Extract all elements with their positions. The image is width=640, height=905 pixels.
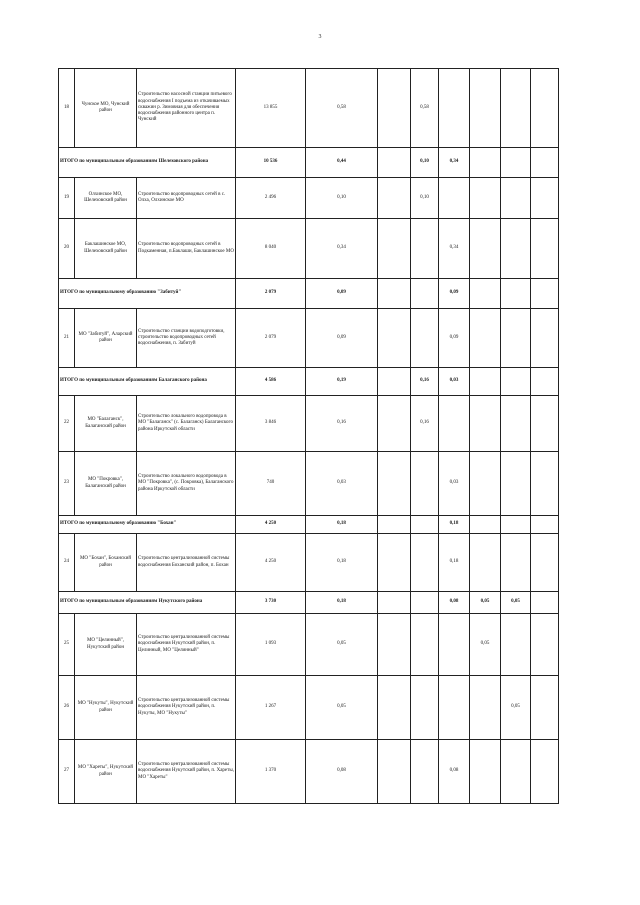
value-cell [378,219,411,279]
value-cell: 0,10 [411,178,439,219]
value-cell [470,534,501,592]
value-cell [531,614,559,676]
value-cell [531,368,559,396]
value-cell [411,219,439,279]
value-cell: 0,03 [439,368,470,396]
funding-table [58,68,559,804]
cost-cell: 4 250 [236,516,306,534]
value-cell [501,178,531,219]
value-cell: 0,09 [439,279,470,309]
page-number: 3 [318,34,322,40]
value-cell [531,740,559,804]
value-cell [531,69,559,148]
value-cell [531,178,559,219]
project-description: Строительство централизованной системы водоснабжения Нукутский район, п. Целинный, МО "Целинный" [137,614,236,676]
value-cell: 0,05 [501,592,531,614]
value-cell [378,396,411,452]
value-cell [439,396,470,452]
total-label: ИТОГО по муниципальным образованиям Шелеховского района [59,148,236,178]
value-cell [470,148,501,178]
total-label: ИТОГО по муниципальному образованию "Забитуй" [59,279,236,309]
table-row [59,396,559,452]
value-cell [470,368,501,396]
value-cell [411,614,439,676]
value-cell: 0,16 [411,396,439,452]
value-cell [531,396,559,452]
row-number: 19 [59,178,75,219]
cost-cell: 740 [236,452,306,516]
value-cell: 0,05 [306,676,378,740]
value-cell [439,69,470,148]
municipality-cell: МО "Нукуты", Нукутский район [75,676,137,740]
value-cell [531,676,559,740]
value-cell: 0,44 [306,148,378,178]
value-cell [501,452,531,516]
cost-cell: 1 370 [236,740,306,804]
value-cell: 0,16 [411,368,439,396]
municipality-cell: Олхинское МО, Шелеховский район [75,178,137,219]
table-row [59,69,559,148]
value-cell [531,309,559,368]
value-cell [411,309,439,368]
value-cell [378,676,411,740]
table-body [59,69,559,804]
value-cell: 0,08 [439,592,470,614]
value-cell [411,452,439,516]
table-row [59,219,559,279]
value-cell [531,219,559,279]
value-cell [470,178,501,219]
value-cell [531,534,559,592]
value-cell [470,219,501,279]
value-cell: 0,10 [306,178,378,219]
table-row [59,178,559,219]
value-cell [378,148,411,178]
value-cell: 0,03 [439,452,470,516]
value-cell [470,309,501,368]
value-cell: 0,09 [306,309,378,368]
value-cell: 0,58 [411,69,439,148]
total-row [59,148,559,178]
value-cell [470,740,501,804]
cost-cell: 4 250 [236,534,306,592]
value-cell [501,148,531,178]
value-cell: 0,10 [411,148,439,178]
value-cell [501,396,531,452]
value-cell [531,452,559,516]
cost-cell: 2 079 [236,279,306,309]
value-cell: 0,08 [306,740,378,804]
cost-cell: 2 079 [236,309,306,368]
value-cell [439,676,470,740]
value-cell [411,592,439,614]
value-cell [501,69,531,148]
cost-cell: 4 586 [236,368,306,396]
total-row [59,368,559,396]
value-cell: 0,05 [470,592,501,614]
cost-cell: 10 536 [236,148,306,178]
value-cell [411,516,439,534]
value-cell [470,279,501,309]
value-cell [501,219,531,279]
row-number: 23 [59,452,75,516]
value-cell [501,740,531,804]
table-row [59,452,559,516]
cost-cell: 3 730 [236,592,306,614]
value-cell [411,279,439,309]
value-cell: 0,18 [439,516,470,534]
value-cell: 0,09 [439,309,470,368]
value-cell: 0,19 [306,368,378,396]
value-cell: 0,18 [306,516,378,534]
value-cell [501,309,531,368]
value-cell [531,516,559,534]
value-cell [531,592,559,614]
row-number: 18 [59,69,75,148]
value-cell: 0,18 [306,592,378,614]
cost-cell: 3 846 [236,396,306,452]
value-cell [378,592,411,614]
value-cell: 0,34 [439,219,470,279]
total-label: ИТОГО по муниципальным образованиям Балаганского района [59,368,236,396]
cost-cell: 13 855 [236,69,306,148]
value-cell: 0,58 [306,69,378,148]
value-cell: 0,05 [470,614,501,676]
cost-cell: 1 267 [236,676,306,740]
value-cell: 0,16 [306,396,378,452]
value-cell: 0,18 [439,534,470,592]
project-description: Строительство водопроводных сетей в с. Олха, Олхинское МО [137,178,236,219]
value-cell [501,516,531,534]
project-description: Строительство станции водоподготовки, строительство водопроводных сетей водоснабжения, п. Забитуй [137,309,236,368]
value-cell [378,279,411,309]
value-cell [378,534,411,592]
value-cell [531,279,559,309]
cost-cell: 8 040 [236,219,306,279]
municipality-cell: Баклашинское МО, Шелеховский район [75,219,137,279]
value-cell: 0,09 [306,279,378,309]
value-cell [470,676,501,740]
project-description: Строительство насосной станции питьевого водоснабжения I подъема из откачиваемых скважин р. Зимовная для обеспечения водоснабжения районного центра п. Чунский [137,69,236,148]
table-row [59,309,559,368]
municipality-cell: Чунское МО, Чунский район [75,69,137,148]
cost-cell: 1 093 [236,614,306,676]
row-number: 25 [59,614,75,676]
row-number: 24 [59,534,75,592]
value-cell [378,69,411,148]
row-number: 27 [59,740,75,804]
row-number: 21 [59,309,75,368]
total-row [59,592,559,614]
value-cell [378,740,411,804]
project-description: Строительство централизованной системы водоснабжения Нукутский район, п. Нукуты, МО "Нукуты" [137,676,236,740]
value-cell [470,69,501,148]
value-cell [378,309,411,368]
total-label: ИТОГО по муниципальному образованию "Бохан" [59,516,236,534]
row-number: 20 [59,219,75,279]
value-cell: 0,08 [439,740,470,804]
table-row [59,740,559,804]
value-cell [378,178,411,219]
municipality-cell: МО "Хареты", Нукутский район [75,740,137,804]
value-cell: 0,34 [439,148,470,178]
value-cell [411,740,439,804]
table-row [59,614,559,676]
value-cell [439,178,470,219]
value-cell [531,148,559,178]
value-cell: 0,03 [306,452,378,516]
value-cell: 0,18 [306,534,378,592]
project-description: Строительство локального водопровода в МО "Балаганск" (с. Балаганск) Балаганского района Иркутской области [137,396,236,452]
value-cell [378,368,411,396]
value-cell: 0,05 [501,676,531,740]
project-description: Строительство централизованной системы водоснабжения Боханский район, п. Бохан [137,534,236,592]
row-number: 26 [59,676,75,740]
total-label: ИТОГО по муниципальным образованиям Нукутского района [59,592,236,614]
value-cell: 0,34 [306,219,378,279]
value-cell [470,452,501,516]
municipality-cell: МО "Бохан", Боханский район [75,534,137,592]
table-row [59,534,559,592]
value-cell [470,516,501,534]
value-cell [378,614,411,676]
municipality-cell: МО "Балаганск", Балаганский район [75,396,137,452]
table-row [59,676,559,740]
municipality-cell: МО "Забитуй", Аларский район [75,309,137,368]
total-row [59,279,559,309]
value-cell [501,614,531,676]
row-number: 22 [59,396,75,452]
municipality-cell: МО "Покровка", Балаганский район [75,452,137,516]
value-cell [378,452,411,516]
municipality-cell: МО "Целинный", Нукутский район [75,614,137,676]
value-cell [501,534,531,592]
value-cell: 0,05 [306,614,378,676]
value-cell [501,368,531,396]
value-cell [439,614,470,676]
value-cell [411,534,439,592]
cost-cell: 2 496 [236,178,306,219]
total-row [59,516,559,534]
value-cell [470,396,501,452]
project-description: Строительство локального водопровода в МО "Покровка", (с. Покровка), Балаганского района Иркутской области [137,452,236,516]
project-description: Строительство водопроводных сетей в Подкаменная, п.Баклаши, Баклашинское МО [137,219,236,279]
value-cell [501,279,531,309]
value-cell [411,676,439,740]
project-description: Строительство централизованной системы водоснабжения Нукутский район, п. Хареты, МО "Хареты" [137,740,236,804]
value-cell [378,516,411,534]
